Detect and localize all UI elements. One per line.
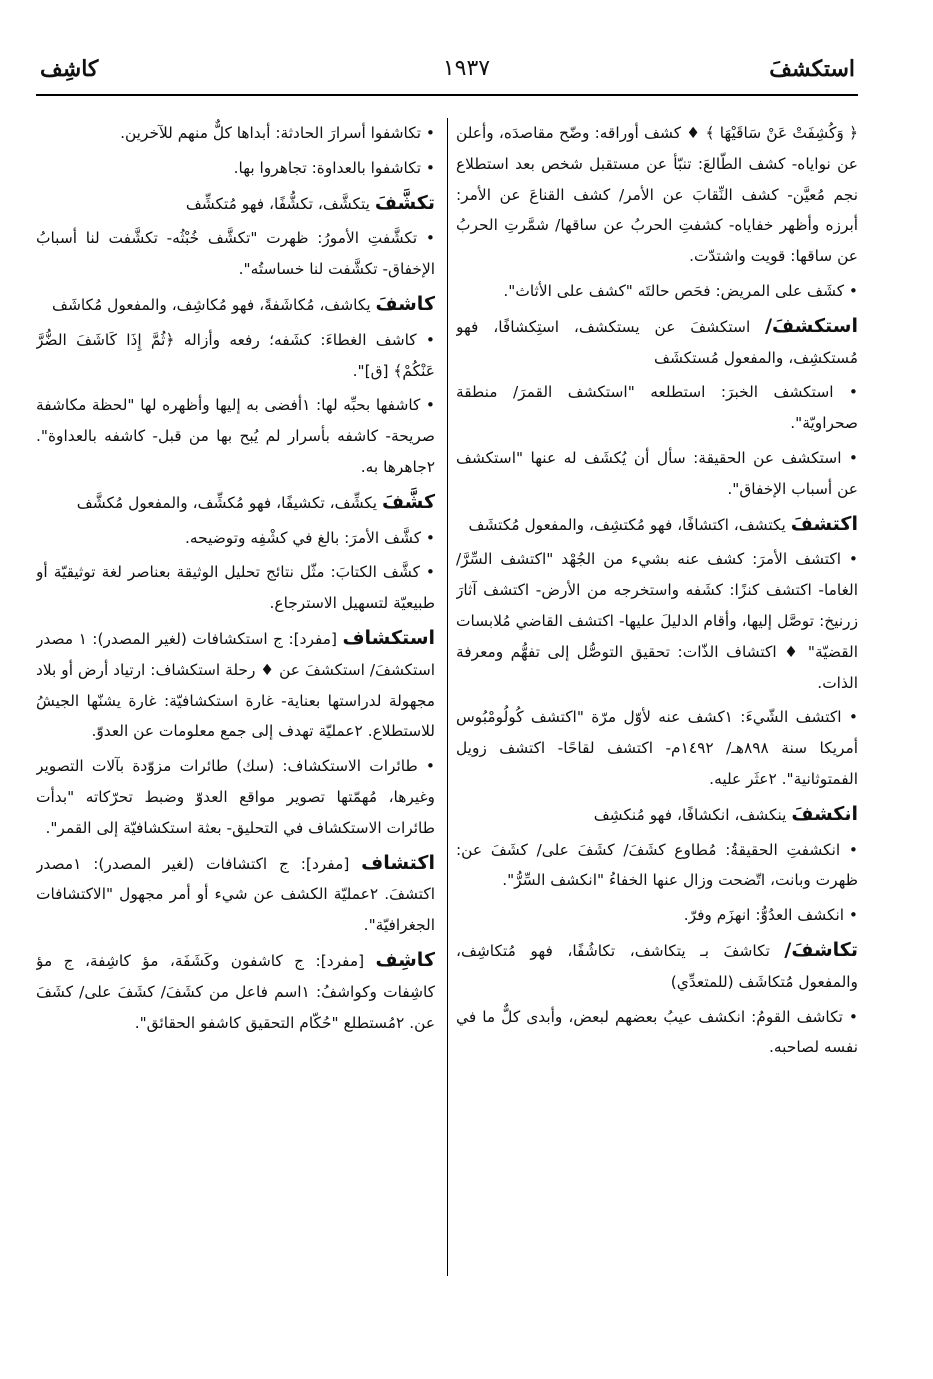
- headword: اكتشفَ: [790, 512, 858, 535]
- entry-text: • انكشف العدُوُّ: انهزَم وفرّ.: [683, 906, 858, 925]
- headword-entry: اكتشفَ يكتشف، اكتشافًا، فهو مُكتشِف، والمفعول مُكتشَف: [468, 512, 858, 535]
- entry-text: • تكاشف القومُ: انكشف عيبُ بعضهم لبعض، وأبدى كلٌّ ما في نفسه لصاحبه.: [456, 1007, 858, 1057]
- page-number: ١٩٣٧: [442, 56, 491, 81]
- entry-text: • تكاشفوا بالعداوة: تجاهروا بها.: [233, 158, 435, 177]
- header-rule: [36, 94, 858, 96]
- headword: كشَّفَ: [381, 490, 435, 513]
- headword: كاشِف: [375, 948, 435, 971]
- entry-text: ﴿ وَكُشِفَتْ عَنْ سَاقَيْهَا ﴾ ♦ كشف أوراقه: وضّح مقاصدَه، وأعلن عن نواياه- كشف الطّالعَ: تنبّأ عن مستقبل شخص بعد استطلاع نجم مُعيَّن- كشف النِّقابَ عن الأمر/ كشف القناعَ عن الأمر: أبرزه وأظهر خفاياه- كشفتِ الحربُ عن ساقها/ شمَّرتِ الحربُ عن ساقها: قويت واشتدّت.: [456, 124, 858, 266]
- headword-entry: تكشَّفَ يتكشَّف، تكشُّفًا، فهو مُتكشِّف: [185, 191, 435, 214]
- entry-text: • كشَّف الكتابَ: مثّل نتائج تحليل الوثيقة بعناصر لغة توثيقيّة أو طبيعيّة لتسهيل الاسترجاع.: [36, 563, 435, 613]
- headword-entry: استكشفَ/ استكشفَ عن يستكشف، استِكشافًا، فهو مُستكشِف، والمفعول مُستكشَف: [456, 314, 858, 367]
- headword: كاشفَ: [375, 292, 435, 315]
- headword: اكتشاف: [361, 851, 435, 874]
- entry-text: • كشَّف الأمرَ: بالغ في كشْفِه وتوضيحه.: [185, 528, 435, 547]
- header-guide-word-right: استكشفَ: [769, 56, 855, 82]
- headword-entry: اكتشاف [مفرد]: ج اكتشافات (لغير المصدر): ١مصدر اكتشفَ. ٢عمليّة الكشف عن شيء أو أمر مجهول "الاكتشافات الجغرافيّة".: [36, 851, 435, 935]
- entry-text: • اكتشف الأمرَ: كشف عنه بشيء من الجُهْد "اكتشف السِّرَّ/ الغاما- اكتشف كنزًا: كشَفه واستخرجه من الأرض- اكتشف آثارَ زرنيخ: توصَّل إليها، وأقام الدليلَ عليها- اكتشف القاضي مُلابسات القضيّة" ♦ اكتشاف الذّات: تحقيق التوصُّل إلى تفهُّم ومعرفة الذات.: [456, 550, 858, 692]
- entry-text: • استكشف الخبرَ: استطلعه "استكشف القمرَ/ منطقة صحراويّة".: [456, 383, 858, 433]
- left-column: [36, 118, 435, 1278]
- headword: استكشاف: [342, 626, 435, 649]
- entry-text: • طائرات الاستكشاف: (سك) طائرات مزوّدة بآلات التصوير وغيرها، مُهمّتها تصوير مواقع العدوّ وضبط تحرّكاته "بدأت طائرات الاستكشاف في التحليق- بعثة استكشافيّة إلى القمر".: [36, 757, 435, 837]
- headword-entry: استكشاف [مفرد]: ج استكشافات (لغير المصدر): ١ مصدر استكشفَ/ استكشفَ عن ♦ رحلة استكشاف: ارتياد أرض أو بلاد مجهولة لدراستها بعناية- غارة استكشافيّة: غارة يشنّها الجيشُ للاستطلاع. ٢عمليّة تهدف إلى جمع معلومات عن العدوّ.: [36, 626, 435, 741]
- headword: تكشَّفَ: [374, 191, 435, 214]
- headword: تكاشفَ/: [784, 938, 858, 961]
- entry-text: • تكاشفوا أسرارَ الحادثة: أبداها كلٌّ منهم للآخرين.: [120, 124, 435, 142]
- entry-text: • كاشفها بحبِّه لها: ١أفضى به إليها وأظهره لها "لحظة مكاشفة صريحة- كاشفه بأسرار لم يُبح بها من قبل- كاشفه بالعداوة". ٢جاهرها به.: [36, 396, 435, 476]
- entry-text: • كشَف على المريض: فحَص حالتَه "كشف على الأثاث".: [503, 281, 858, 300]
- entry-text: • استكشف عن الحقيقة: سأل أن يُكشَف له عنها "استكشف عن أسباب الإخفاق".: [456, 448, 858, 498]
- headword-entry: تكاشفَ/ تكاشفَ بـ يتكاشف، تكاشُفًا، فهو مُتكاشِف، والمفعول مُتكاشَف (للمتعدِّي): [456, 938, 858, 991]
- entry-text: • اكتشف الشّيءَ: ١كشف عنه لأوّل مرّة "اكتشف كُولُومْبُوس أمريكا سنة ٨٩٨هـ/ ١٤٩٢م- اكتشف لقاحًا- اكتشف زويل الفمتوثانية". ٢عثَر عليه.: [456, 708, 858, 788]
- headword-entry: كشَّفَ يكشِّف، تكشيفًا، فهو مُكشِّف، والمفعول مُكشَّف: [76, 490, 435, 513]
- headword: انكشفَ: [791, 802, 858, 825]
- headword-entry: كاشِف [مفرد]: ج كاشفون وكَشَفَة، مؤ كاشِفة، ج مؤ كاشِفات وكواشفُ: ١اسم فاعل من كشَفَ/ كشَفَ على/ كشَفَ عن. ٢مُستطلع "حُكّام التحقيق كاشفو الحقائق".: [36, 948, 435, 1032]
- entry-text: • تكشَّفتِ الأمورُ: ظهرت "تكشَّف خُبْثُه- تكشَّفت لنا أسبابُ الإخفاق- تكشَّفت لنا خساستُه".: [36, 229, 435, 279]
- entry-text: • كاشف الغطاءَ: كشَفه؛ رفعه وأزاله ﴿ثُمَّ إِذَا كَاشَفَ الضُّرَّ عَنْكُمْ﴾ [ق]".: [36, 330, 435, 380]
- headword-entry: كاشفَ يكاشف، مُكاشَفةً، فهو مُكاشِف، والمفعول مُكاشَف: [52, 292, 435, 315]
- entry-text: • انكشفتِ الحقيقةُ: مُطاوع كشَفَ/ كشَفَ على/ كشَفَ عن: ظهرت وبانت، اتّضحت وزال عنها الخفاءُ "انكشف السِّرُّ".: [456, 840, 858, 890]
- column-divider: [447, 118, 448, 1276]
- right-column: [456, 118, 858, 1278]
- header-guide-word-left: كاشِف: [40, 56, 99, 82]
- headword-entry: انكشفَ ينكشف، انكشافًا، فهو مُنكشِف: [593, 802, 858, 825]
- headword: استكشفَ/: [765, 314, 858, 337]
